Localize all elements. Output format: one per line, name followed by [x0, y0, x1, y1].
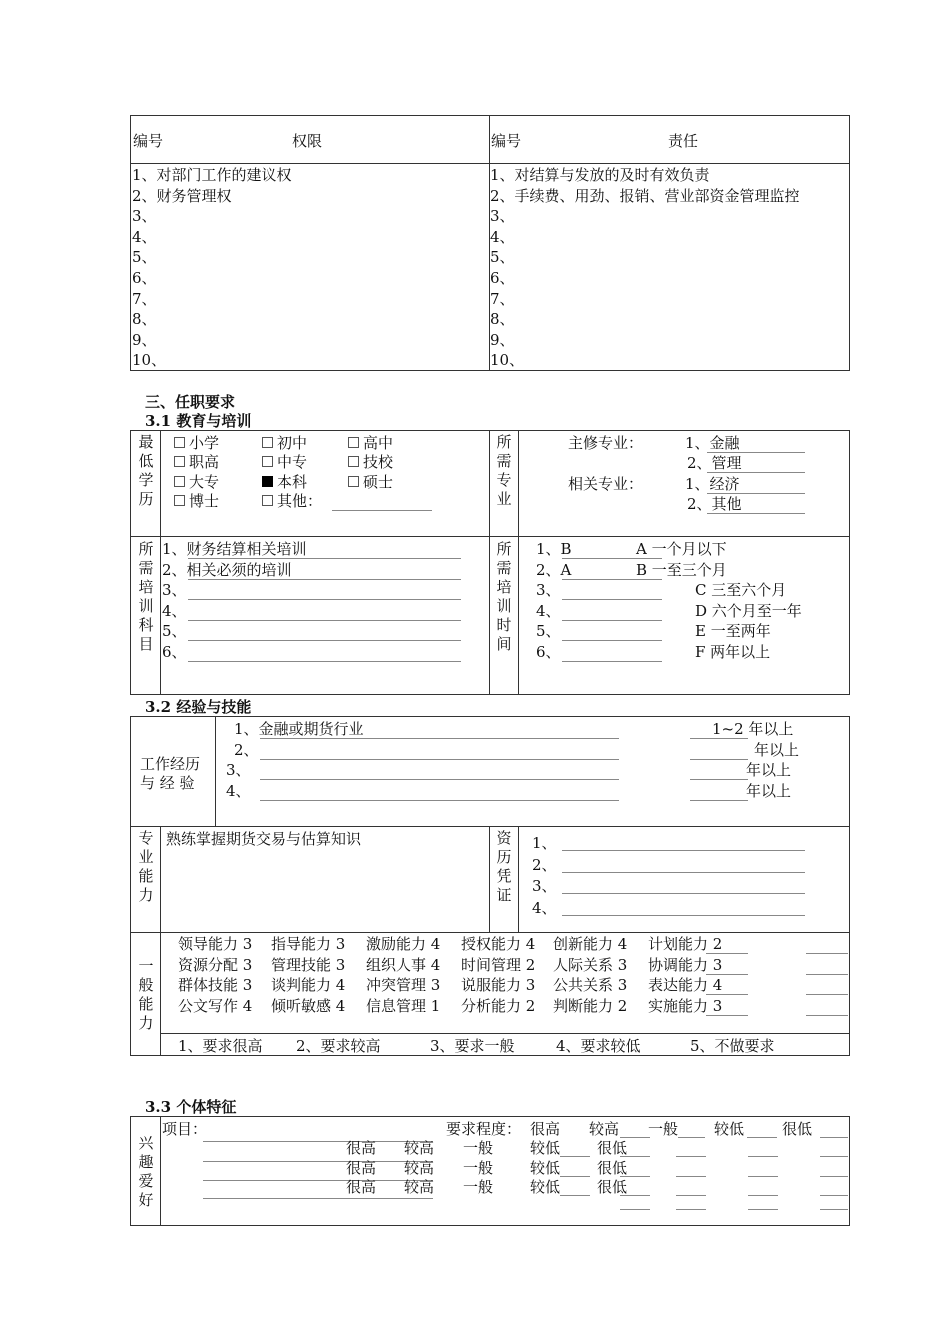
training-time-item: 5、 — [536, 622, 561, 641]
hobby-item-underline — [203, 1141, 433, 1142]
legend-item: 2、要求较高 — [296, 1037, 381, 1055]
hobby-level-underline — [560, 1176, 590, 1177]
pro-ability-text: 熟练掌握期货交易与估算知识 — [166, 830, 362, 848]
work-row-divider — [130, 826, 850, 827]
ability-item: 说服能力 3 — [461, 976, 536, 995]
ability-item: 分析能力 2 — [461, 996, 536, 1015]
cert-label-divider — [518, 826, 519, 932]
ability-underline — [806, 1015, 848, 1016]
certificate-underline — [562, 850, 805, 851]
legend-item: 3、要求一般 — [430, 1037, 515, 1055]
ability-underline — [806, 994, 848, 995]
responsibility-header: 责任 — [668, 132, 699, 150]
hobby-item-underline — [203, 1161, 433, 1162]
education-option-label: 其他： — [277, 492, 323, 510]
certificate-item: 1、 — [532, 834, 557, 852]
edu-right-label-divider — [518, 430, 519, 695]
work-experience-item: 3、 — [226, 761, 251, 780]
authority-item: 1、对部门工作的建议权 — [132, 166, 292, 184]
legend-divider — [160, 1033, 850, 1034]
authority-item: 4、 — [132, 227, 157, 246]
certificate-item: 2、 — [532, 855, 557, 874]
responsibility-item: 4、 — [490, 227, 515, 246]
hobby-level-underline — [676, 1195, 706, 1196]
responsibility-item: 9、 — [490, 330, 515, 349]
certificate-underline — [562, 893, 805, 894]
hobby-level-option: 较低 — [530, 1178, 561, 1197]
major-underline — [707, 452, 805, 453]
hobby-level-option: 较低 — [530, 1158, 561, 1177]
responsibility-item: 5、 — [490, 248, 515, 267]
training-time-option: A 一个月以下 — [636, 540, 727, 558]
legend-item: 4、要求较低 — [556, 1037, 641, 1055]
ability-item: 冲突管理 3 — [366, 976, 441, 995]
hobby-label: 兴趣爱好 — [138, 1134, 154, 1209]
training-time-label: 所需培训时间 — [496, 540, 512, 653]
education-checkbox[interactable] — [262, 476, 273, 487]
training-time-underline — [562, 640, 662, 641]
certificate-item: 4、 — [532, 898, 557, 917]
level-underline — [678, 1137, 705, 1138]
responsibility-item: 8、 — [490, 310, 515, 329]
authority-header: 权限 — [292, 132, 323, 150]
training-subject-underline — [188, 620, 461, 621]
training-time-item: 4、 — [536, 601, 561, 620]
ability-item: 表达能力 4 — [648, 976, 723, 995]
edu-row-divider — [130, 536, 850, 537]
training-subject-underline — [188, 579, 461, 580]
section-title: 三、任职要求 — [145, 393, 236, 411]
ability-underline — [806, 953, 848, 954]
responsibility-no-header: 编号 — [491, 132, 522, 150]
training-time-underline — [562, 599, 662, 600]
responsibility-item: 10、 — [490, 351, 525, 370]
required-major-label: 所需专业 — [496, 433, 512, 508]
education-checkbox[interactable] — [348, 437, 359, 448]
work-years-underline — [690, 738, 748, 739]
ability-item: 资源分配 3 — [178, 955, 253, 974]
level-underline — [747, 1137, 777, 1138]
ability-item: 公文写作 4 — [178, 996, 253, 1015]
training-time-option: C 三至六个月 — [695, 581, 787, 600]
responsibility-item: 1、对结算与发放的及时有效负责 — [490, 166, 710, 184]
education-option-label: 初中 — [277, 434, 308, 452]
training-subject-underline — [188, 640, 461, 641]
ability-item: 指导能力 3 — [271, 935, 346, 953]
hobby-level-option: 一般 — [463, 1158, 494, 1177]
legend-item: 5、不做要求 — [690, 1037, 775, 1055]
education-checkbox[interactable] — [262, 437, 273, 448]
min-education-label: 最低学历 — [138, 433, 154, 508]
training-time-underline — [562, 620, 662, 621]
work-years: 1~2 年以上 — [712, 720, 794, 738]
ability-item: 公共关系 3 — [553, 976, 628, 995]
hobby-item-underline — [203, 1180, 433, 1181]
hobby-level-option: 很低 — [597, 1139, 628, 1157]
hobby-level-underline — [560, 1195, 590, 1196]
authority-no-header: 编号 — [133, 132, 164, 150]
training-subject-label: 所需培训科目 — [138, 540, 154, 653]
training-time-option: F 两年以上 — [695, 643, 771, 661]
hobby-level-underline — [620, 1209, 650, 1210]
level-underline — [820, 1137, 848, 1138]
responsibility-item: 2、手续费、用劲、报销、营业部资金管理监控 — [490, 186, 800, 205]
authority-item: 9、 — [132, 330, 157, 349]
ability-item: 人际关系 3 — [553, 955, 628, 974]
ability-underline — [706, 1015, 748, 1016]
hobby-level-underline — [676, 1176, 706, 1177]
education-checkbox[interactable] — [348, 476, 359, 487]
education-option-label: 职高 — [189, 453, 220, 471]
authority-item: 5、 — [132, 248, 157, 267]
training-subject-underline — [188, 599, 461, 600]
edu-label-divider — [160, 430, 161, 695]
training-time-item: 3、 — [536, 581, 561, 600]
authority-item: 10、 — [132, 351, 167, 370]
training-time-underline — [562, 661, 662, 662]
ability-item: 信息管理 1 — [366, 996, 441, 1015]
hobby-level-option: 较低 — [530, 1139, 561, 1157]
personal-traits-title: 3.3 个体特征 — [145, 1098, 237, 1116]
education-training-title: 3.1 教育与培训 — [145, 412, 252, 430]
work-experience-underline — [260, 759, 619, 760]
work-experience-underline — [260, 779, 619, 780]
cert-left-divider — [489, 826, 490, 932]
training-time-option: E 一至两年 — [695, 622, 771, 641]
hobby-level-option: 较高 — [404, 1178, 435, 1197]
education-option-label: 中专 — [277, 453, 308, 471]
major-underline — [707, 472, 805, 473]
education-checkbox[interactable] — [348, 456, 359, 467]
ability-item: 实施能力 3 — [648, 996, 723, 1015]
other-education-underline — [332, 510, 432, 511]
requirement-level-header: 很高 — [530, 1120, 561, 1138]
authority-item: 3、 — [132, 207, 157, 226]
requirement-level-header: 较高 — [589, 1120, 620, 1138]
ability-item: 计划能力 2 — [648, 935, 723, 953]
hobby-level-underline — [820, 1156, 848, 1157]
hobby-level-underline — [676, 1156, 706, 1157]
hobby-level-underline — [820, 1176, 848, 1177]
certificate-item: 3、 — [532, 877, 557, 895]
edu-mid-divider — [489, 430, 490, 695]
main-major-2: 2、管理 — [687, 454, 742, 472]
training-subject-item: 1、财务结算相关培训 — [162, 540, 307, 558]
hobby-level-option: 很高 — [346, 1139, 377, 1157]
related-major-label: 相关专业： — [568, 475, 644, 493]
responsibility-item: 7、 — [490, 289, 515, 308]
major-underline — [707, 513, 805, 514]
ability-item: 时间管理 2 — [461, 955, 536, 974]
ability-item: 判断能力 2 — [553, 996, 628, 1015]
hobby-level-underline — [560, 1156, 590, 1157]
requirement-label: 要求程度： — [446, 1120, 522, 1138]
requirement-level-header: 一般 — [648, 1120, 679, 1138]
pro-ability-label: 专业能力 — [138, 829, 154, 904]
authority-item: 7、 — [132, 289, 157, 308]
legend-item: 1、要求很高 — [178, 1037, 263, 1055]
table1-header-divider — [130, 163, 850, 164]
experience-skills-title: 3.2 经验与技能 — [145, 698, 252, 716]
ability-item: 授权能力 4 — [461, 935, 536, 953]
hobby-level-option: 一般 — [463, 1178, 494, 1197]
hobby-level-option: 很低 — [597, 1178, 628, 1197]
work-experience-item: 4、 — [226, 781, 251, 800]
hobby-level-underline — [676, 1209, 706, 1210]
education-option-label: 硕士 — [363, 473, 394, 491]
work-years: 年以上 — [754, 740, 800, 759]
education-option-label: 高中 — [363, 434, 394, 452]
hobby-level-underline — [820, 1209, 848, 1210]
education-option-label: 小学 — [189, 434, 220, 452]
training-subject-item: 3、 — [162, 581, 187, 600]
ability-item: 谈判能力 4 — [271, 976, 346, 995]
education-checkbox[interactable] — [174, 456, 185, 467]
related-major-2: 2、其他 — [687, 495, 742, 513]
training-time-item: 1、B — [536, 540, 572, 558]
work-experience-label-1: 工作经历 — [140, 755, 201, 773]
hobby-level-option: 很高 — [346, 1178, 377, 1197]
ability-item: 领导能力 3 — [178, 935, 253, 953]
work-experience-underline — [260, 800, 619, 801]
hobby-item-underline — [203, 1198, 433, 1199]
hobby-level-underline — [748, 1195, 778, 1196]
certificate-underline — [562, 872, 805, 873]
work-years-underline — [690, 800, 748, 801]
general-ability-label: 一般能力 — [138, 957, 154, 1032]
training-subject-item: 5、 — [162, 622, 187, 641]
education-checkbox[interactable] — [174, 495, 185, 506]
major-underline — [707, 493, 805, 494]
education-checkbox[interactable] — [174, 476, 185, 487]
related-major-1: 1、经济 — [685, 475, 740, 493]
requirement-level-header: 很低 — [782, 1120, 813, 1138]
responsibility-item: 6、 — [490, 269, 515, 287]
education-checkbox[interactable] — [262, 495, 273, 506]
ability-item: 群体技能 3 — [178, 976, 253, 995]
training-time-item: 6、 — [536, 643, 561, 661]
training-subject-item: 2、相关必须的培训 — [162, 560, 292, 579]
ability-item: 创新能力 4 — [553, 935, 628, 953]
certificate-underline — [562, 915, 805, 916]
work-experience-underline — [260, 738, 619, 739]
education-option-label: 技校 — [363, 453, 394, 471]
education-checkbox[interactable] — [262, 456, 273, 467]
authority-item: 6、 — [132, 269, 157, 287]
training-subject-underline — [188, 661, 461, 662]
ability-item: 管理技能 3 — [271, 955, 346, 974]
training-time-option: D 六个月至一年 — [695, 601, 802, 620]
ability-item: 激励能力 4 — [366, 935, 441, 953]
ability-item: 倾听敏感 4 — [271, 996, 346, 1015]
hobby-level-option: 较高 — [404, 1139, 435, 1157]
education-option-label: 博士 — [189, 492, 220, 510]
hobby-level-underline — [748, 1176, 778, 1177]
authority-item: 8、 — [132, 310, 157, 329]
training-subject-item: 4、 — [162, 601, 187, 620]
ability-underline — [806, 974, 848, 975]
hobby-level-option: 较高 — [404, 1158, 435, 1177]
training-time-item: 2、A — [536, 560, 572, 579]
hobby-label-divider — [160, 1116, 161, 1226]
work-label-divider — [215, 716, 216, 826]
work-years: 年以上 — [746, 781, 792, 800]
pro-label-divider — [160, 826, 161, 1056]
work-experience-label-2: 与 经 验 — [140, 774, 195, 792]
ability-item: 组织人事 4 — [366, 955, 441, 974]
work-years: 年以上 — [746, 761, 792, 780]
work-years-underline — [690, 779, 748, 780]
hobby-level-underline — [748, 1156, 778, 1157]
hobby-level-underline — [820, 1195, 848, 1196]
certificate-label: 资历凭证 — [496, 829, 512, 904]
work-experience-item: 1、金融或期货行业 — [234, 720, 364, 738]
training-subject-item: 6、 — [162, 643, 187, 661]
education-option-label: 大专 — [189, 473, 220, 491]
education-option-label: 本科 — [277, 473, 308, 491]
main-major-1: 1、金融 — [685, 434, 740, 452]
work-years-underline — [690, 759, 748, 760]
hobby-level-option: 很高 — [346, 1158, 377, 1177]
requirement-level-header: 较低 — [714, 1120, 745, 1138]
pro-row-divider — [130, 932, 850, 933]
training-time-option: B 一至三个月 — [636, 560, 727, 579]
ability-item: 协调能力 3 — [648, 955, 723, 974]
hobby-level-underline — [620, 1195, 650, 1196]
authority-item: 2、财务管理权 — [132, 186, 232, 205]
hobby-level-option: 很低 — [597, 1158, 628, 1177]
education-checkbox[interactable] — [174, 437, 185, 448]
item-label: 项目： — [162, 1120, 208, 1138]
responsibility-item: 3、 — [490, 207, 515, 226]
main-major-label: 主修专业： — [568, 434, 644, 452]
hobby-level-underline — [748, 1209, 778, 1210]
work-experience-item: 2、 — [234, 740, 259, 759]
hobby-level-option: 一般 — [463, 1139, 494, 1157]
